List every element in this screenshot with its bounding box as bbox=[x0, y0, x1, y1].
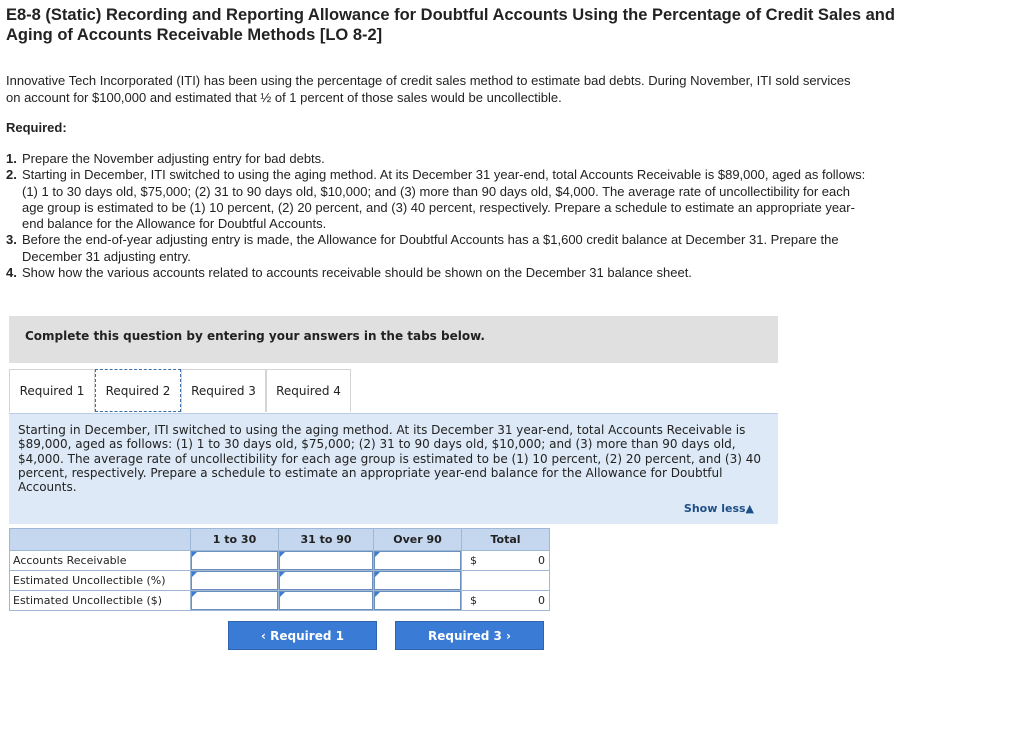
header-blank bbox=[10, 529, 191, 551]
aging-schedule-table bbox=[9, 528, 550, 611]
header-31-to-90: 31 to 90 bbox=[279, 529, 374, 551]
row-label: Estimated Uncollectible (%) bbox=[10, 571, 191, 591]
tab-required-2[interactable]: Required 2 bbox=[95, 369, 181, 412]
row-label: Accounts Receivable bbox=[10, 551, 191, 571]
required-heading: Required: bbox=[6, 120, 67, 135]
requirement-item: 1. Prepare the November adjusting entry for bad debts. bbox=[6, 151, 325, 166]
table-row bbox=[10, 551, 550, 571]
row-label: Estimated Uncollectible ($) bbox=[10, 591, 191, 611]
instruction-text: Complete this question by entering your answers in the tabs below. bbox=[25, 329, 485, 343]
panel-text: Starting in December, ITI switched to using the aging method. At its December 31 year-end, total Accounts Receivable is $89,000, aged as follows: (1) 1 to 30 days old, $75,000; (2) 31 to 90 days old, $10,000; and (3) more than 90 days old, $4,000. The average rate of uncollectibility for each age group is estimated to be (1) 10 percent, (2) 20 percent, and (3) 40 percent, respectively. Prepare a schedule to estimate an appropriate year-end balance for the Allowance for Doubtful Accounts. bbox=[18, 423, 761, 495]
table-header-row bbox=[10, 529, 550, 551]
ar-total: $ 0 bbox=[462, 551, 550, 571]
page-title: E8-8 (Static) Recording and Reporting Allowance for Doubtful Accounts Using the Percentage of Credit Sales and Aging of Accounts Receivable Methods [LO 8-2] bbox=[6, 6, 895, 44]
requirements-list bbox=[6, 151, 866, 281]
prev-required-button[interactable]: ‹ Required 1 bbox=[228, 621, 377, 650]
ar-31-to-90-input[interactable] bbox=[279, 551, 374, 571]
pct-31-to-90-input[interactable] bbox=[279, 571, 374, 591]
tab-required-3[interactable]: Required 3 bbox=[181, 369, 266, 412]
table-row bbox=[10, 571, 550, 591]
show-less-link[interactable]: Show less▲ bbox=[683, 502, 754, 515]
header-1-to-30: 1 to 30 bbox=[191, 529, 279, 551]
ar-over-90-input[interactable] bbox=[374, 551, 462, 571]
table-row bbox=[10, 591, 550, 611]
intro-text: Innovative Tech Incorporated (ITI) has been using the percentage of credit sales method to estimate bad debts. During November, ITI sold services on account for $100,000 and estimated that ½ of 1 percent of those sales would be uncollectible. bbox=[6, 73, 851, 105]
question-panel bbox=[9, 413, 778, 524]
est-total: $ 0 bbox=[462, 591, 550, 611]
pct-over-90-input[interactable] bbox=[374, 571, 462, 591]
pct-1-to-30-input[interactable] bbox=[191, 571, 279, 591]
next-required-button[interactable]: Required 3 › bbox=[395, 621, 544, 650]
ar-1-to-30-input[interactable] bbox=[191, 551, 279, 571]
est-1-to-30-input[interactable] bbox=[191, 591, 279, 611]
instruction-banner bbox=[9, 316, 778, 363]
header-over-90: Over 90 bbox=[374, 529, 462, 551]
requirement-item: 2. Starting in December, ITI switched to using the aging method. At its December 31 year-end, total Accounts Receivable is $89,000, aged as follows: (1) 1 to 30 days old, $75,000; (2) 31 to 90 days old, $10,000; and (3) more than 90 days old, $4,000. The average rate of uncollectibility for each age group is estimated to be (1) 10 percent, (2) 20 percent, and (3) 40 percent, respectively. Prepare a schedule to estimate an appropriate year-end balance for the Allowance for Doubtful Accounts. bbox=[6, 167, 866, 232]
pct-total bbox=[462, 571, 550, 591]
tab-required-1[interactable]: Required 1 bbox=[9, 369, 95, 412]
requirement-item: 3. Before the end-of-year adjusting entry is made, the Allowance for Doubtful Accounts has a $1,600 credit balance at December 31. Prepare the December 31 adjusting entry. bbox=[6, 232, 839, 264]
requirement-item: 4. Show how the various accounts related to accounts receivable should be shown on the December 31 balance sheet. bbox=[6, 265, 692, 281]
header-total: Total bbox=[462, 529, 550, 551]
tab-required-4[interactable]: Required 4 bbox=[266, 369, 351, 412]
est-31-to-90-input[interactable] bbox=[279, 591, 374, 611]
est-over-90-input[interactable] bbox=[374, 591, 462, 611]
